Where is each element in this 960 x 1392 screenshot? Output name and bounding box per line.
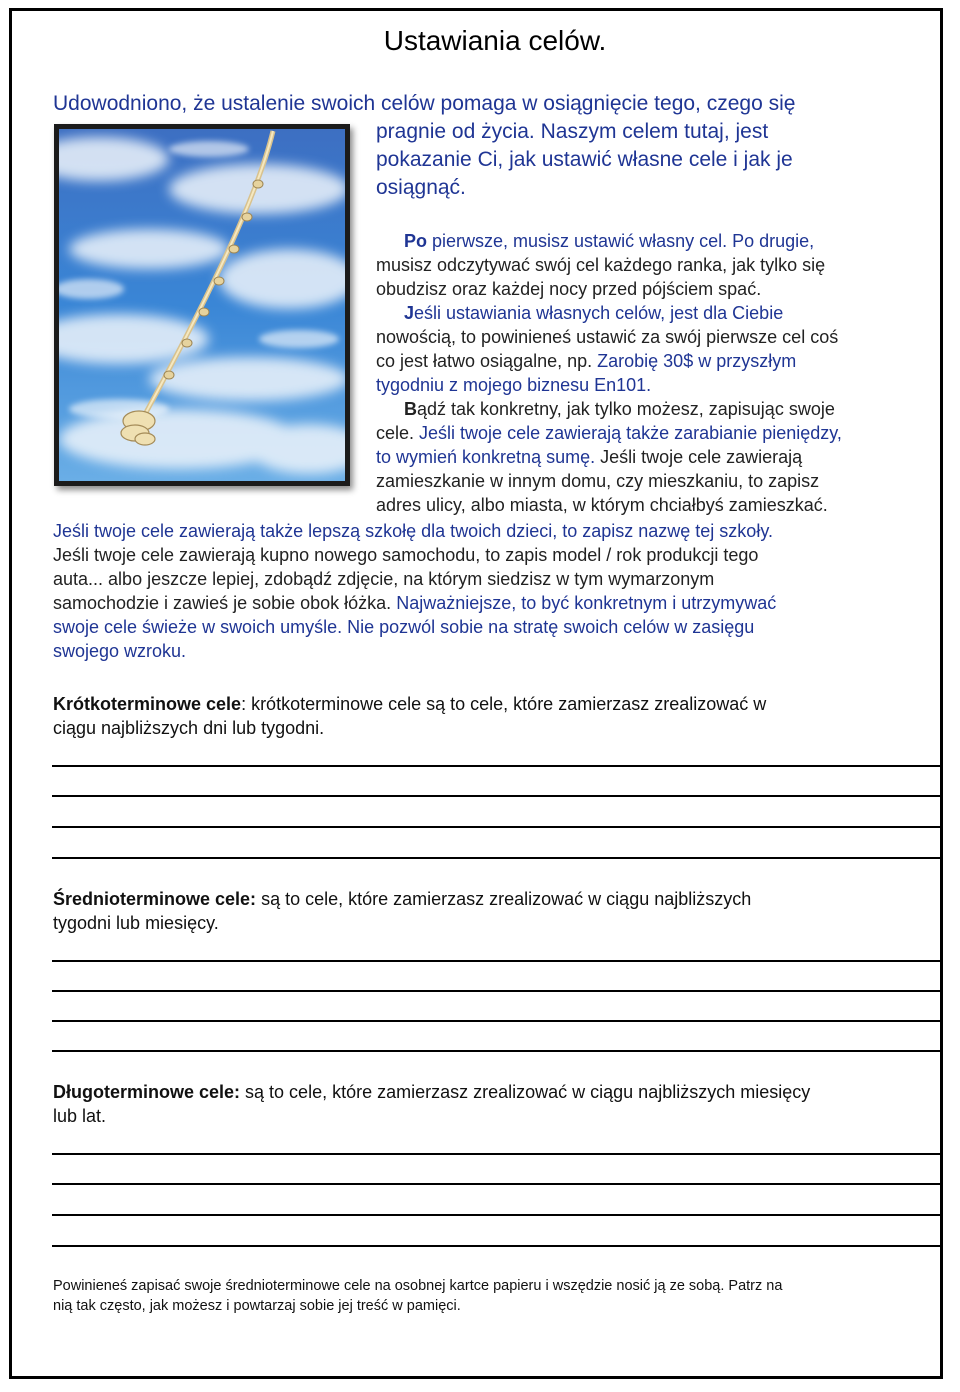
wrap-line-4	[404, 301, 783, 325]
short-term-writing-line-1[interactable]	[52, 765, 940, 767]
long-term-text-2: lub lat.	[53, 1106, 107, 1126]
full-line-2: Jeśli twoje cele zawierają kupno nowego samochodu, to zapis model / rok produkcji tego	[53, 545, 759, 565]
full-line-3b: albo jeszcze lepiej, zdobądź zdjęcie, na którym siedzisz w tym wymarzonym	[103, 569, 715, 589]
wrap-line-1	[404, 229, 814, 253]
wrap-line-8-bold: B	[404, 399, 417, 419]
long-term-writing-line-4[interactable]	[52, 1245, 940, 1247]
intro-line-2: pragnie od życia. Naszym celem tutaj, jest	[376, 120, 769, 143]
wrap-line-3: obudzisz oraz każdej nocy przed pójściem spać.	[376, 279, 762, 299]
note-line-1: Powinieneś zapisać swoje średnioterminowe cele na osobnej kartce papieru i wszędzie nosić ją ze sobą. Patrz na	[53, 1278, 783, 1294]
wrap-line-2: musisz odczytywać swój cel każdego ranka, jak tylko się	[376, 255, 826, 275]
full-line-3a: auta...	[53, 569, 104, 589]
wrap-line-8-text: ądź tak konkretny, jak tylko możesz, zapisując swoje	[417, 399, 835, 419]
wrap-line-7: tygodniu z mojego biznesu En101.	[376, 375, 652, 395]
full-line-5	[53, 615, 754, 639]
mid-term-writing-line-1[interactable]	[52, 960, 940, 962]
full-line-4a: samochodzie i zawieś je sobie obok łóżka.	[53, 593, 392, 613]
short-term-writing-line-2[interactable]	[52, 795, 940, 797]
wrap-line-9a: cele.	[376, 423, 415, 443]
full-line-5b: Nie pozwól sobie na stratę swoich celów w zasięgu	[342, 617, 755, 637]
wrap-line-5: nowością, to powinieneś ustawić za swój pierwsze cel coś	[376, 327, 839, 347]
wrap-line-12: adres ulicy, albo miasta, w którym chciałbyś zamieszkać.	[376, 495, 828, 515]
intro-line-1: Udowodniono, że ustalenie swoich celów pomaga w osiągnięcie tego, czego się	[53, 92, 796, 115]
intro-line-4: osiągnąć.	[376, 176, 466, 199]
note-line-2: nią tak często, jak możesz i powtarzaj sobie jej treść w pamięci.	[53, 1298, 461, 1314]
short-term-writing-line-3[interactable]	[52, 826, 940, 828]
rope-in-sky-photo	[54, 124, 350, 486]
wrap-line-1b: Po drugie,	[727, 231, 815, 251]
mid-term-heading	[53, 887, 751, 911]
wrap-line-10a: to wymień konkretną sumę.	[376, 447, 596, 467]
full-line-1: Jeśli twoje cele zawierają także lepszą szkołę dla twoich dzieci, to zapisz nazwę tej szkoły.	[53, 521, 773, 541]
mid-term-writing-line-4[interactable]	[52, 1050, 940, 1052]
wrap-line-4-bold: J	[404, 303, 415, 323]
long-term-writing-line-3[interactable]	[52, 1214, 940, 1216]
long-term-text-1: są to cele, które zamierzasz zrealizować w ciągu najbliższych miesięcy	[240, 1082, 811, 1102]
full-line-4b: Najważniejsze, to być konkretnym i utrzymywać	[391, 593, 777, 613]
rope-in-sky-illustration	[59, 129, 345, 481]
wrap-line-10	[376, 445, 802, 469]
short-term-text-1: : krótkoterminowe cele są to cele, które zamierzasz zrealizować w	[241, 694, 767, 714]
intro-line-3: pokazanie Ci, jak ustawić własne cele i jak je	[376, 148, 793, 171]
wrap-line-1a: pierwsze, musisz ustawić własny cel.	[427, 231, 728, 251]
full-line-3	[53, 567, 714, 591]
wrap-line-6	[376, 349, 796, 373]
wrap-line-6b: Zarobię 30$ w przyszłym	[592, 351, 797, 371]
mid-term-writing-line-2[interactable]	[52, 990, 940, 992]
full-line-5a: swoje cele świeże w swoich umyśle.	[53, 617, 343, 637]
mid-term-text-1: są to cele, które zamierzasz zrealizować w ciągu najbliższych	[256, 889, 752, 909]
wrap-line-11: zamieszkanie w innym domu, czy mieszkaniu, to zapisz	[376, 471, 820, 491]
mid-term-label: Średnioterminowe cele:	[53, 889, 257, 909]
short-term-text-2: ciągu najbliższych dni lub tygodni.	[53, 718, 325, 738]
long-term-heading	[53, 1080, 810, 1104]
short-term-heading	[53, 692, 766, 716]
wrap-line-10b: Jeśli twoje cele zawierają	[595, 447, 803, 467]
short-term-label: Krótkoterminowe cele	[53, 694, 242, 714]
page-title: Ustawiania celów.	[383, 25, 607, 56]
full-line-6: swojego wzroku.	[53, 641, 187, 661]
short-term-writing-line-4[interactable]	[52, 857, 940, 859]
wrap-line-9b: Jeśli twoje cele zawierają także zarabianie pieniędzy,	[414, 423, 842, 443]
long-term-label: Długoterminowe cele:	[53, 1082, 241, 1102]
wrap-line-8	[404, 397, 835, 421]
wrap-line-1-bold: Po	[404, 231, 428, 251]
mid-term-writing-line-3[interactable]	[52, 1020, 940, 1022]
wrap-line-6a: co jest łatwo osiągalne, np.	[376, 351, 593, 371]
wrap-line-4-text: eśli ustawiania własnych celów, jest dla Ciebie	[414, 303, 784, 323]
mid-term-text-2: tygodni lub miesięcy.	[53, 913, 219, 933]
long-term-writing-line-2[interactable]	[52, 1183, 940, 1185]
full-line-4	[53, 591, 776, 615]
long-term-writing-line-1[interactable]	[52, 1153, 940, 1155]
wrap-line-9	[376, 421, 842, 445]
